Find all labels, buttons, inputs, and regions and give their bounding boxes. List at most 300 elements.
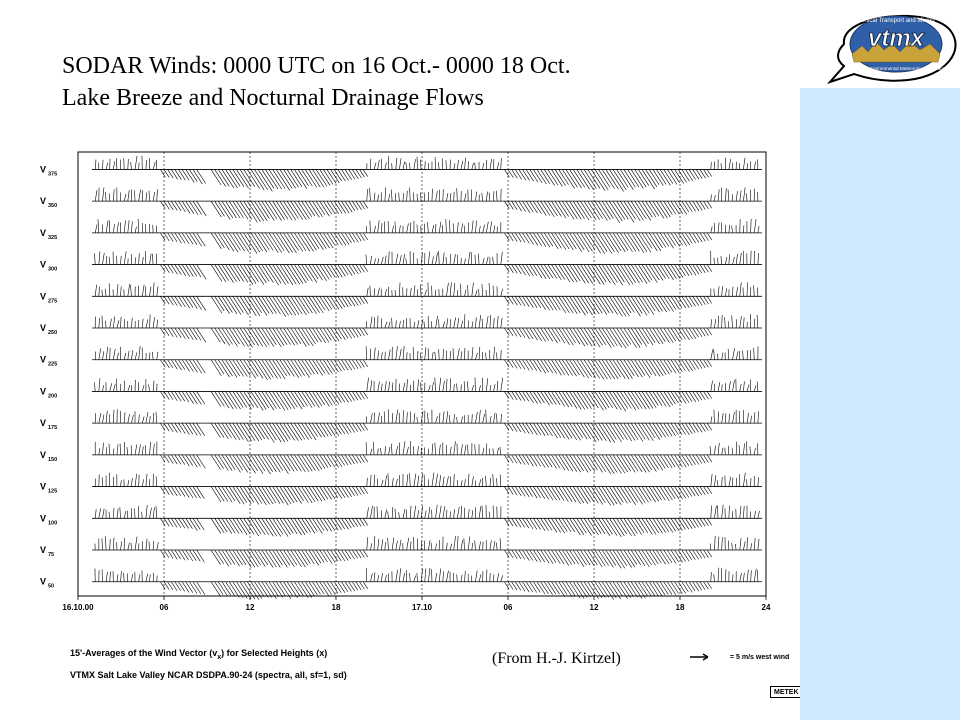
wind-vector: [722, 353, 723, 360]
wind-vector: [722, 477, 723, 486]
wind-vector: [671, 391, 679, 403]
wind-vector: [707, 550, 712, 557]
wind-vector: [736, 319, 737, 328]
wind-vector: [490, 540, 491, 550]
wind-vector: [247, 169, 259, 188]
wind-vector: [113, 449, 114, 455]
wind-vector: [682, 328, 690, 340]
wind-vector: [649, 582, 658, 596]
wind-vector: [682, 550, 689, 561]
wind-vector: [413, 192, 414, 201]
wind-vector: [544, 233, 553, 246]
wind-vector: [236, 169, 248, 188]
row-label-height: 150: [48, 456, 58, 463]
wind-vector: [403, 162, 405, 170]
wind-vector: [617, 265, 630, 286]
wind-vector: [345, 455, 351, 465]
wind-vector: [373, 442, 374, 455]
wind-vector: [251, 360, 263, 379]
wind-vector: [280, 265, 293, 285]
wind-vector: [439, 475, 441, 486]
wind-vector: [417, 379, 418, 391]
wind-vector: [420, 353, 421, 360]
wind-vector: [454, 509, 455, 518]
wind-vector: [283, 233, 296, 253]
wind-vector: [186, 391, 194, 403]
wind-vector: [262, 233, 273, 251]
wind-vector: [446, 219, 447, 233]
wind-vector: [341, 455, 348, 465]
wind-vector: [522, 265, 529, 276]
wind-vector: [349, 487, 355, 496]
wind-vector: [189, 201, 198, 215]
wind-vector: [334, 582, 341, 593]
wind-vector: [733, 257, 735, 265]
wind-vector: [331, 169, 340, 182]
wind-vector: [537, 391, 545, 403]
wind-vector: [399, 568, 400, 581]
wind-vector: [551, 518, 560, 532]
wind-vector: [323, 518, 331, 531]
wind-vector: [334, 169, 342, 181]
wind-vector: [500, 447, 501, 455]
wind-vector: [138, 219, 139, 233]
wind-vector: [544, 455, 552, 467]
wind-vector: [682, 265, 689, 276]
row-label-height: 75: [48, 552, 55, 559]
wind-vector: [551, 296, 560, 310]
wind-vector: [577, 455, 588, 473]
wind-vector: [298, 360, 310, 378]
wind-vector: [175, 487, 181, 496]
wind-vector: [515, 201, 521, 211]
wind-vector: [407, 447, 409, 455]
wind-vector: [399, 225, 400, 233]
wind-vector: [388, 511, 389, 518]
wind-vector: [736, 287, 738, 296]
wind-vector: [367, 478, 368, 487]
wind-vector: [711, 162, 712, 169]
wind-vector: [338, 487, 345, 498]
wind-vector: [479, 541, 481, 550]
wind-vector: [439, 349, 440, 359]
wind-vector: [407, 538, 409, 550]
wind-vector: [381, 384, 382, 392]
wind-vector: [258, 455, 270, 474]
logo-text: vtmx: [867, 25, 925, 52]
wind-vector: [316, 296, 325, 310]
wind-vector: [620, 233, 632, 252]
wind-vector: [620, 423, 632, 441]
wind-vector: [496, 413, 497, 423]
wind-vector: [693, 296, 699, 305]
wind-vector: [515, 423, 521, 432]
wind-vector: [588, 296, 599, 314]
wind-vector: [754, 538, 755, 550]
wind-vector: [385, 289, 387, 296]
wind-vector: [526, 201, 533, 212]
wind-vector: [189, 328, 197, 340]
wind-vector: [349, 169, 355, 179]
wind-vector: [489, 283, 490, 296]
wind-vector: [244, 233, 257, 254]
wind-vector: [711, 416, 712, 423]
wind-vector: [226, 360, 237, 378]
wind-vector: [327, 201, 335, 214]
wind-vector: [338, 169, 346, 181]
wind-vector: [675, 550, 683, 562]
wind-vector: [370, 256, 371, 265]
wind-vector: [374, 226, 376, 233]
wind-vector: [667, 582, 676, 595]
wind-vector: [410, 288, 411, 296]
wind-vector: [566, 518, 575, 532]
wind-vector: [139, 475, 140, 487]
wind-vector: [617, 201, 629, 219]
wind-vector: [283, 265, 296, 285]
wind-vector: [512, 296, 518, 305]
wind-vector: [725, 188, 726, 201]
wind-vector: [584, 201, 596, 220]
wind-vector: [490, 315, 491, 328]
wind-vector: [251, 391, 263, 410]
wind-vector: [215, 455, 224, 469]
wind-vector: [461, 161, 463, 170]
wind-vector: [714, 319, 715, 328]
row-label-height: 375: [48, 171, 58, 178]
wind-vector: [262, 265, 274, 283]
wind-vector: [244, 201, 258, 222]
wind-vector: [544, 265, 553, 278]
wind-vector: [450, 544, 452, 550]
wind-vector: [341, 360, 348, 370]
wind-vector: [150, 254, 152, 265]
height-row-175: [92, 409, 762, 442]
wind-vector: [168, 423, 174, 432]
wind-vector: [497, 478, 498, 486]
wind-vector: [370, 506, 372, 518]
wind-vector: [157, 542, 159, 550]
wind-vector: [675, 455, 683, 467]
wind-vector: [544, 582, 552, 595]
wind-vector: [489, 193, 490, 202]
wind-vector: [739, 163, 740, 169]
wind-vector: [682, 582, 689, 592]
wind-vector: [363, 169, 368, 176]
wind-vector: [99, 413, 101, 423]
wind-vector: [457, 188, 458, 201]
wind-vector: [287, 296, 299, 314]
wind-vector: [725, 257, 727, 264]
row-label: V: [40, 513, 47, 524]
wind-vector: [381, 448, 382, 455]
wind-vector: [432, 382, 434, 391]
wind-vector: [675, 265, 683, 278]
wind-vector: [99, 448, 100, 455]
wind-vector: [747, 413, 749, 423]
wind-vector: [479, 315, 481, 328]
wind-vector: [685, 391, 692, 401]
wind-vector: [367, 507, 369, 518]
wind-vector: [255, 233, 267, 252]
wind-vector: [541, 169, 550, 183]
wind-vector: [305, 265, 317, 283]
wind-vector: [602, 582, 614, 600]
wind-vector: [127, 447, 128, 455]
wind-vector: [733, 574, 734, 581]
row-label-height: 50: [48, 583, 55, 590]
wind-vector: [117, 222, 119, 232]
wind-vector: [664, 423, 672, 436]
wind-vector: [566, 550, 575, 564]
wind-vector: [367, 378, 369, 392]
wind-vector: [99, 378, 100, 391]
wind-vector: [494, 225, 495, 232]
wind-vector: [461, 506, 462, 518]
wind-vector: [352, 169, 358, 178]
wind-vector: [215, 582, 223, 595]
wind-vector: [740, 316, 742, 328]
wind-vector: [124, 412, 125, 423]
wind-vector: [722, 315, 723, 328]
wind-vector: [128, 414, 130, 423]
wind-vector: [682, 296, 689, 308]
wind-vector: [331, 391, 339, 404]
wind-vector: [152, 254, 153, 265]
wind-vector: [483, 163, 484, 169]
wind-vector: [711, 319, 712, 328]
wind-vector: [363, 391, 368, 398]
wind-vector: [566, 169, 578, 187]
wind-vector: [417, 417, 418, 423]
wind-vector: [189, 265, 197, 277]
wind-vector: [464, 538, 465, 550]
wind-vector: [675, 169, 684, 183]
wind-vector: [729, 254, 730, 264]
wind-vector: [580, 328, 592, 346]
wind-vector: [483, 258, 485, 265]
wind-vector: [707, 233, 712, 240]
wind-vector: [472, 385, 474, 391]
wind-vector: [682, 391, 689, 402]
wind-vector: [728, 349, 729, 360]
wind-vector: [341, 582, 348, 592]
wind-vector: [247, 233, 259, 252]
row-label-height: 275: [48, 298, 58, 305]
wind-vector: [541, 328, 549, 341]
wind-vector: [573, 328, 585, 346]
wind-vector: [142, 385, 144, 391]
wind-vector: [320, 328, 329, 342]
wind-vector: [544, 360, 553, 373]
wind-vector: [526, 169, 534, 181]
wind-vector: [331, 518, 339, 530]
wind-vector: [302, 328, 314, 346]
wind-vector: [334, 550, 341, 561]
wind-vector: [446, 379, 447, 392]
wind-vector: [377, 506, 378, 518]
wind-vector: [349, 233, 355, 242]
wind-vector: [475, 317, 476, 328]
wind-vector: [385, 322, 387, 328]
wind-vector: [620, 201, 634, 222]
wind-vector: [341, 201, 349, 213]
wind-vector: [436, 573, 437, 582]
wind-vector: [475, 412, 477, 423]
wind-vector: [548, 360, 557, 374]
wind-vector: [613, 550, 625, 568]
wind-vector: [102, 415, 103, 424]
wind-vector: [490, 221, 492, 232]
wind-vector: [150, 574, 151, 581]
scale-label: = 5 m/s west wind: [730, 654, 790, 661]
wind-vector: [396, 254, 398, 265]
wind-vector: [439, 222, 441, 233]
wind-vector: [443, 253, 444, 265]
wind-vector: [501, 318, 502, 328]
wind-vector: [370, 543, 371, 550]
wind-vector: [291, 233, 303, 252]
wind-vector: [533, 582, 540, 593]
wind-vector: [562, 169, 574, 188]
wind-vector: [323, 201, 332, 214]
wind-vector: [515, 233, 521, 242]
wind-vector: [667, 233, 675, 246]
wind-vector: [251, 201, 264, 221]
wind-vector: [522, 296, 529, 306]
wind-vector: [656, 328, 665, 342]
wind-vector: [526, 296, 533, 307]
wind-vector: [642, 423, 653, 441]
wind-vector: [193, 360, 202, 374]
wind-vector: [425, 347, 426, 359]
wind-vector: [327, 328, 336, 341]
wind-vector: [385, 162, 386, 169]
wind-vector: [646, 233, 658, 251]
wind-vector: [197, 391, 205, 404]
wind-vector: [294, 169, 306, 188]
wind-vector: [515, 360, 521, 369]
wind-vector: [718, 286, 719, 296]
height-row-375: [92, 156, 762, 192]
wind-vector: [124, 220, 125, 232]
wind-vector: [247, 423, 259, 441]
wind-vector: [338, 233, 346, 246]
title-line-2: Lake Breeze and Nocturnal Drainage Flows: [62, 85, 484, 111]
wind-vector: [102, 538, 103, 550]
wind-vector: [374, 288, 375, 296]
wind-vector: [276, 518, 288, 536]
wind-vector: [439, 251, 440, 265]
wind-vector: [341, 233, 349, 245]
wind-vector: [675, 391, 682, 402]
wind-vector: [573, 265, 585, 284]
wind-vector: [519, 169, 526, 180]
wind-vector: [197, 455, 206, 469]
wind-vector: [109, 257, 110, 265]
wind-vector: [142, 512, 143, 519]
wind-vector: [298, 233, 310, 251]
wind-vector: [135, 474, 137, 487]
row-label: V: [40, 354, 47, 365]
wind-vector: [671, 265, 680, 279]
wind-vector: [450, 447, 451, 455]
wind-vector: [714, 195, 715, 201]
wind-vector: [255, 391, 267, 409]
wind-vector: [435, 352, 436, 360]
wind-vector: [131, 350, 132, 359]
wind-vector: [287, 265, 300, 285]
wind-vector: [519, 582, 525, 592]
height-row-300: [92, 251, 762, 286]
wind-vector: [453, 224, 454, 233]
wind-vector: [178, 265, 185, 276]
wind-vector: [178, 582, 184, 592]
wind-vector: [175, 391, 181, 401]
wind-vector: [537, 296, 546, 309]
wind-vector: [533, 296, 540, 308]
wind-vector: [718, 443, 719, 455]
wind-vector: [262, 360, 274, 378]
wind-vector: [153, 444, 154, 455]
wind-vector: [667, 455, 675, 467]
wind-vector: [530, 391, 538, 403]
wind-vector: [472, 476, 474, 486]
wind-vector: [403, 346, 404, 360]
wind-vector: [530, 201, 538, 213]
wind-vector: [385, 575, 387, 582]
wind-vector: [374, 258, 376, 264]
wind-vector: [714, 536, 715, 550]
wind-vector: [153, 573, 154, 582]
wind-vector: [392, 538, 394, 550]
wind-vector: [454, 384, 455, 391]
wind-vector: [522, 169, 529, 180]
wind-vector: [309, 518, 318, 531]
wind-vector: [693, 391, 699, 401]
wind-vector: [530, 582, 537, 593]
wind-vector: [403, 410, 404, 423]
wind-vector: [370, 475, 371, 487]
wind-vector: [193, 265, 201, 277]
wind-vector: [541, 265, 550, 279]
wind-vector: [117, 508, 118, 518]
wind-vector: [624, 328, 637, 348]
wind-vector: [323, 265, 331, 278]
wind-vector: [186, 169, 194, 182]
wind-vector: [269, 169, 282, 189]
wind-vector: [675, 518, 683, 530]
wind-vector: [544, 328, 553, 341]
wind-vector: [443, 411, 444, 423]
wind-vector: [743, 317, 744, 328]
wind-vector: [106, 572, 107, 582]
wind-vector: [533, 201, 541, 214]
wind-vector: [606, 328, 618, 346]
wind-vector: [656, 550, 665, 564]
wind-vector: [95, 190, 97, 201]
wind-vector: [363, 265, 368, 272]
slide-title: [62, 50, 571, 114]
wind-vector: [197, 328, 206, 342]
wind-vector: [413, 253, 414, 265]
wind-vector: [453, 348, 454, 359]
wind-vector: [395, 509, 396, 519]
wind-vector: [729, 477, 731, 487]
wind-vector: [443, 321, 445, 328]
wind-vector: [171, 487, 177, 496]
wind-vector: [678, 391, 686, 403]
